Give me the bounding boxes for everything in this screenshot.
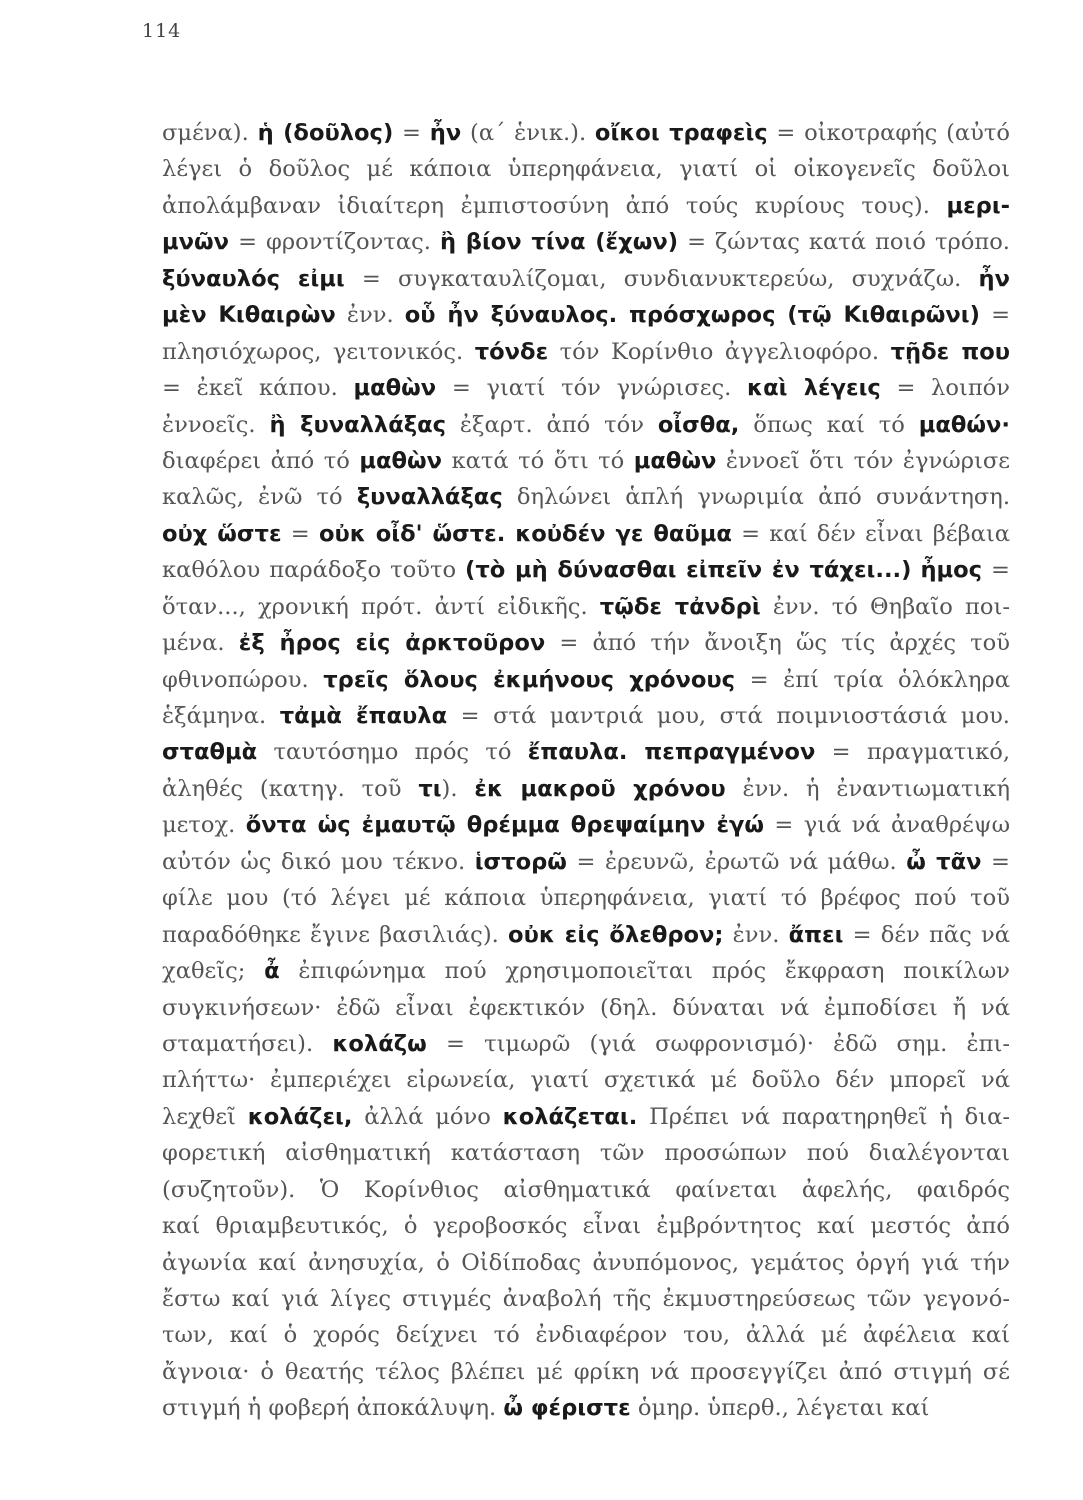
text-line xyxy=(162,407,1010,443)
gloss-text: = xyxy=(979,302,1010,329)
text-line xyxy=(162,479,1010,515)
text-line xyxy=(162,334,1010,370)
glossed-term: μνῶν xyxy=(162,229,230,256)
gloss-text: = δέν πᾶς νά xyxy=(843,921,1010,948)
glossed-term: τῷδε τἀνδρὶ xyxy=(599,593,761,620)
text-line xyxy=(162,990,1010,1026)
glossed-term: ὦ φέριστε xyxy=(503,1395,631,1422)
gloss-text: = καί δέν εἶναι βέβαια xyxy=(731,520,1010,547)
gloss-text: σταματήσει). xyxy=(162,1030,333,1057)
text-line xyxy=(162,552,1010,588)
text-line xyxy=(162,370,1010,406)
gloss-text: πλησιόχωρος, γειτονικός. xyxy=(162,338,475,365)
text-line xyxy=(162,1317,1010,1353)
glossed-term: (τὸ μὴ δύνασθαι εἰπεῖν ἐν τάχει...) xyxy=(465,557,912,584)
text-line xyxy=(162,1208,1010,1244)
glossed-term: τρεῖς ὅλους ἐκμήνους χρόνους xyxy=(323,666,736,693)
glossed-term: ἄπει xyxy=(788,921,844,948)
gloss-text: = xyxy=(393,120,430,146)
text-line xyxy=(162,1172,1010,1208)
glossed-term: ἡ (δοῦλος) xyxy=(257,120,394,146)
text-line xyxy=(162,589,1010,625)
glossed-term: ἢ ξυναλλάξας xyxy=(269,411,447,438)
gloss-text: πλήττω· ἐμπεριέχει εἰρωνεία, γιατί σχετικά μέ δοῦλο δέν μπορεῖ νά xyxy=(162,1067,1010,1094)
glossed-term: οὐκ οἶδ' ὥστε. κοὐδέν γε θαῦμα xyxy=(318,520,732,547)
commentary-text xyxy=(162,115,1010,1427)
glossed-term: σταθμὰ xyxy=(162,739,258,766)
text-line xyxy=(162,516,1010,552)
gloss-text: = ἐκεῖ κάπου. xyxy=(162,375,354,402)
gloss-text: = γιά νά ἀναθρέψω xyxy=(764,812,1010,839)
gloss-text: ἐννοεῖς. xyxy=(162,411,270,438)
glossed-term: ὦ τᾶν xyxy=(906,848,982,875)
gloss-text: τόν Κορίνθιο ἀγγελιοφόρο. xyxy=(548,338,891,365)
gloss-text: σμένα). xyxy=(162,120,258,146)
gloss-text: = xyxy=(982,557,1010,584)
gloss-text: λεχθεῖ xyxy=(162,1103,248,1130)
gloss-text: μετοχ. xyxy=(162,812,246,839)
text-line xyxy=(162,953,1010,989)
glossed-term: τῇδε που xyxy=(890,338,1010,365)
text-line xyxy=(162,662,1010,698)
glossed-term: τι xyxy=(418,775,442,802)
gloss-text: χαθεῖς; xyxy=(162,958,265,985)
gloss-text: = πραγματικό, xyxy=(815,739,1010,766)
gloss-text: ἀλλά μόνο xyxy=(352,1103,503,1130)
gloss-text: = xyxy=(981,848,1010,875)
gloss-text: ἑξάμηνα. xyxy=(162,703,280,729)
glossed-term: οἴκοι τραφεὶς xyxy=(594,120,768,146)
gloss-text: ). xyxy=(441,775,475,802)
text-line xyxy=(162,1245,1010,1281)
text-line xyxy=(162,807,1010,843)
gloss-text: ἀληθές (κατηγ. τοῦ xyxy=(162,775,419,802)
gloss-text: παραδόθηκε ἔγινε βασιλιάς). xyxy=(162,921,509,948)
gloss-text: ταυτόσημο πρός τό xyxy=(257,739,528,766)
text-line xyxy=(162,224,1010,260)
text-line xyxy=(162,1026,1010,1062)
glossed-term: ἢ βίον τίνα (ἔχων) xyxy=(440,229,679,256)
gloss-text: ἐξαρτ. ἀπό τόν xyxy=(446,411,658,438)
gloss-text: ἐνν. τό Θηβαῖο ποι- xyxy=(760,593,1010,620)
text-line xyxy=(162,261,1010,297)
text-line xyxy=(162,1062,1010,1098)
text-line xyxy=(162,1354,1010,1390)
gloss-text: ὅταν..., χρονική πρότ. ἀντί εἰδικῆς. xyxy=(162,593,600,620)
glossed-term: τόνδε xyxy=(474,338,549,365)
gloss-text: = συγκαταυλίζομαι, συνδιανυκτερεύω, συχνάζω. xyxy=(344,265,979,292)
glossed-term: μαθών· xyxy=(918,411,1010,438)
gloss-text: στιγμή ἡ φοβερή ἀποκάλυψη. xyxy=(162,1395,504,1422)
gloss-text: = ἐπί τρία ὁλόκληρα xyxy=(735,666,1010,693)
gloss-text: λέγει ὁ δοῦλος μέ κάποια ὑπερηφάνεια, γιατί οἱ οἰκογενεῖς δοῦλοι xyxy=(162,156,1010,183)
glossed-term: ἦμος xyxy=(920,557,983,584)
glossed-term: οὐχ ὥστε xyxy=(162,520,282,547)
page-number: 114 xyxy=(142,20,182,42)
text-line xyxy=(162,1390,1010,1426)
gloss-text: φορετική αἰσθηματική κατάσταση τῶν προσώπων πού διαλέγονται xyxy=(162,1140,1010,1167)
gloss-text: δηλώνει ἁπλή γνωριμία ἀπό συνάντηση. xyxy=(502,484,1010,511)
gloss-text: = ἐρευνῶ, ἐρωτῶ νά μάθω. xyxy=(566,848,907,875)
text-line xyxy=(162,188,1010,224)
gloss-text: ἐπιφώνημα πού χρησιμοποιεῖται πρός ἔκφραση ποικίλων xyxy=(279,958,1010,985)
gloss-text: καθόλου παράδοξο τοῦτο xyxy=(162,557,466,584)
gloss-text: = οἰκοτραφής (αὐτό xyxy=(767,120,1010,146)
gloss-text: ὁμηρ. ὑπερθ., λέγεται καί xyxy=(630,1395,930,1422)
glossed-term: τἀμὰ ἔπαυλα xyxy=(279,703,448,729)
gloss-text: καί θριαμβευτικός, ὁ γεροβοσκός εἶναι ἐμβρόντητος καί μεστός ἀπό xyxy=(162,1213,1010,1240)
gloss-text: φίλε μου (τό λέγει μέ κάποια ὑπερηφάνεια, γιατί τό βρέφος πού τοῦ xyxy=(162,885,1010,912)
gloss-text: = ἀπό τήν ἄνοιξη ὥς τίς ἀρχές τοῦ xyxy=(545,630,1010,657)
glossed-term: ἱστορῶ xyxy=(474,848,567,875)
glossed-term: ἔπαυλα. πεπραγμένον xyxy=(527,739,816,766)
gloss-text: = xyxy=(281,520,319,547)
text-line xyxy=(162,151,1010,187)
glossed-term: κολάζω xyxy=(332,1030,427,1057)
glossed-term: ξυναλλάξας xyxy=(356,484,503,511)
gloss-text: των, καί ὁ χορός δείχνει τό ἐνδιαφέρον του, ἀλλά μέ ἀφέλεια καί xyxy=(162,1322,1010,1349)
glossed-term: ἦν xyxy=(429,120,462,146)
gloss-text: (α΄ ἑνικ.). xyxy=(461,120,595,146)
glossed-term: ὄντα ὡς ἐμαυτῷ θρέμμα θρεψαίμην ἐγώ xyxy=(245,812,765,839)
gloss-text: ἐννοεῖ ὅτι τόν ἐγνώρισε xyxy=(716,447,1010,474)
text-line xyxy=(162,880,1010,916)
glossed-term: οὗ ἦν ξύναυλος. πρόσχωρος (τῷ Κιθαιρῶνι) xyxy=(404,302,980,329)
text-line xyxy=(162,297,1010,333)
text-line xyxy=(162,734,1010,770)
gloss-text: = ζώντας κατά ποιό τρόπο. xyxy=(678,229,1010,256)
text-line xyxy=(162,1099,1010,1135)
glossed-term: ἐκ μακροῦ χρόνου xyxy=(474,775,726,802)
glossed-term: οἶσθα, xyxy=(657,411,740,438)
gloss-text: ἐνν. xyxy=(335,302,405,329)
gloss-text: = τιμωρῶ (γιά σωφρονισμό)· ἐδῶ σημ. ἐπι- xyxy=(426,1030,1010,1057)
gloss-text: διαφέρει ἀπό τό xyxy=(162,447,360,474)
gloss-text: κατά τό ὅτι τό xyxy=(442,447,634,474)
glossed-term: κολάζει, xyxy=(247,1103,353,1130)
gloss-text: ἀγωνία καί ἀνησυχία, ὁ Οἰδίποδας ἀνυπόμονος, γεμάτος ὀργή γιά τήν xyxy=(162,1249,1010,1276)
gloss-text: ἐνν. xyxy=(723,921,789,948)
text-line xyxy=(162,1135,1010,1171)
gloss-text: καλῶς, ἐνῶ τό xyxy=(162,484,357,511)
gloss-text: ἐνν. ἡ ἐναντιωματική xyxy=(725,775,1010,802)
gloss-text: = στά μαντριά μου, στά ποιμνιοστάσιά μου. xyxy=(447,703,1010,729)
gloss-text: = φροντίζοντας. xyxy=(229,229,441,256)
text-line xyxy=(162,1281,1010,1317)
gloss-text: = γιατί τόν γνώρισες. xyxy=(436,375,748,402)
glossed-term: μαθὼν xyxy=(353,375,437,402)
glossed-term: ἐξ ἦρος εἰς ἀρκτοῦρον xyxy=(238,630,546,657)
glossed-term: ἦν xyxy=(978,265,1010,292)
gloss-text: μένα. xyxy=(162,630,239,657)
gloss-text: ἄγνοια· ὁ θεατής τέλος βλέπει μέ φρίκη νά προσεγγίζει ἀπό στιγμή σέ xyxy=(162,1358,1010,1385)
text-line xyxy=(162,443,1010,479)
glossed-term: ξύναυλός εἰμι xyxy=(162,265,345,292)
gloss-text: συγκινήσεων· ἐδῶ εἶναι ἐφεκτικόν (δηλ. δύναται νά ἐμποδίσει ἤ νά xyxy=(162,994,1010,1021)
glossed-term: μὲν Κιθαιρὼν xyxy=(162,302,336,329)
gloss-text: ἔστω καί γιά λίγες στιγμές ἀναβολή τῆς ἐκμυστηρεύσεως τῶν γεγονό- xyxy=(162,1286,1010,1312)
glossed-term: καὶ λέγεις xyxy=(747,375,881,402)
gloss-text: = λοιπόν xyxy=(880,375,1010,402)
glossed-term: μαθὼν xyxy=(633,447,717,474)
gloss-text: αὐτόν ὡς δικό μου τέκνο. xyxy=(162,848,475,875)
glossed-term: ἆ xyxy=(264,958,280,985)
text-line xyxy=(162,698,1010,734)
text-line xyxy=(162,917,1010,953)
text-line xyxy=(162,115,1010,151)
gloss-text: Πρέπει νά παρατηρηθεῖ ἡ δια- xyxy=(637,1103,1010,1130)
gloss-text: φθινοπώρου. xyxy=(162,666,324,693)
gloss-text: ἀπολάμβαναν ἰδιαίτερη ἐμπιστοσύνη ἀπό τούς κυρίους τους). xyxy=(162,192,947,219)
gloss-text: (συζητοῦν). Ὁ Κορίνθιος αἰσθηματικά φαίνεται ἀφελής, φαιδρός xyxy=(162,1176,1010,1203)
glossed-term: οὐκ εἰς ὄλεθρον; xyxy=(508,921,724,948)
text-line xyxy=(162,771,1010,807)
glossed-term: μαθὼν xyxy=(359,447,443,474)
text-line xyxy=(162,625,1010,661)
glossed-term: κολάζεται. xyxy=(502,1103,638,1130)
text-line xyxy=(162,844,1010,880)
gloss-text: ὅπως καί τό xyxy=(739,411,919,438)
glossed-term: μερι- xyxy=(946,192,1010,219)
